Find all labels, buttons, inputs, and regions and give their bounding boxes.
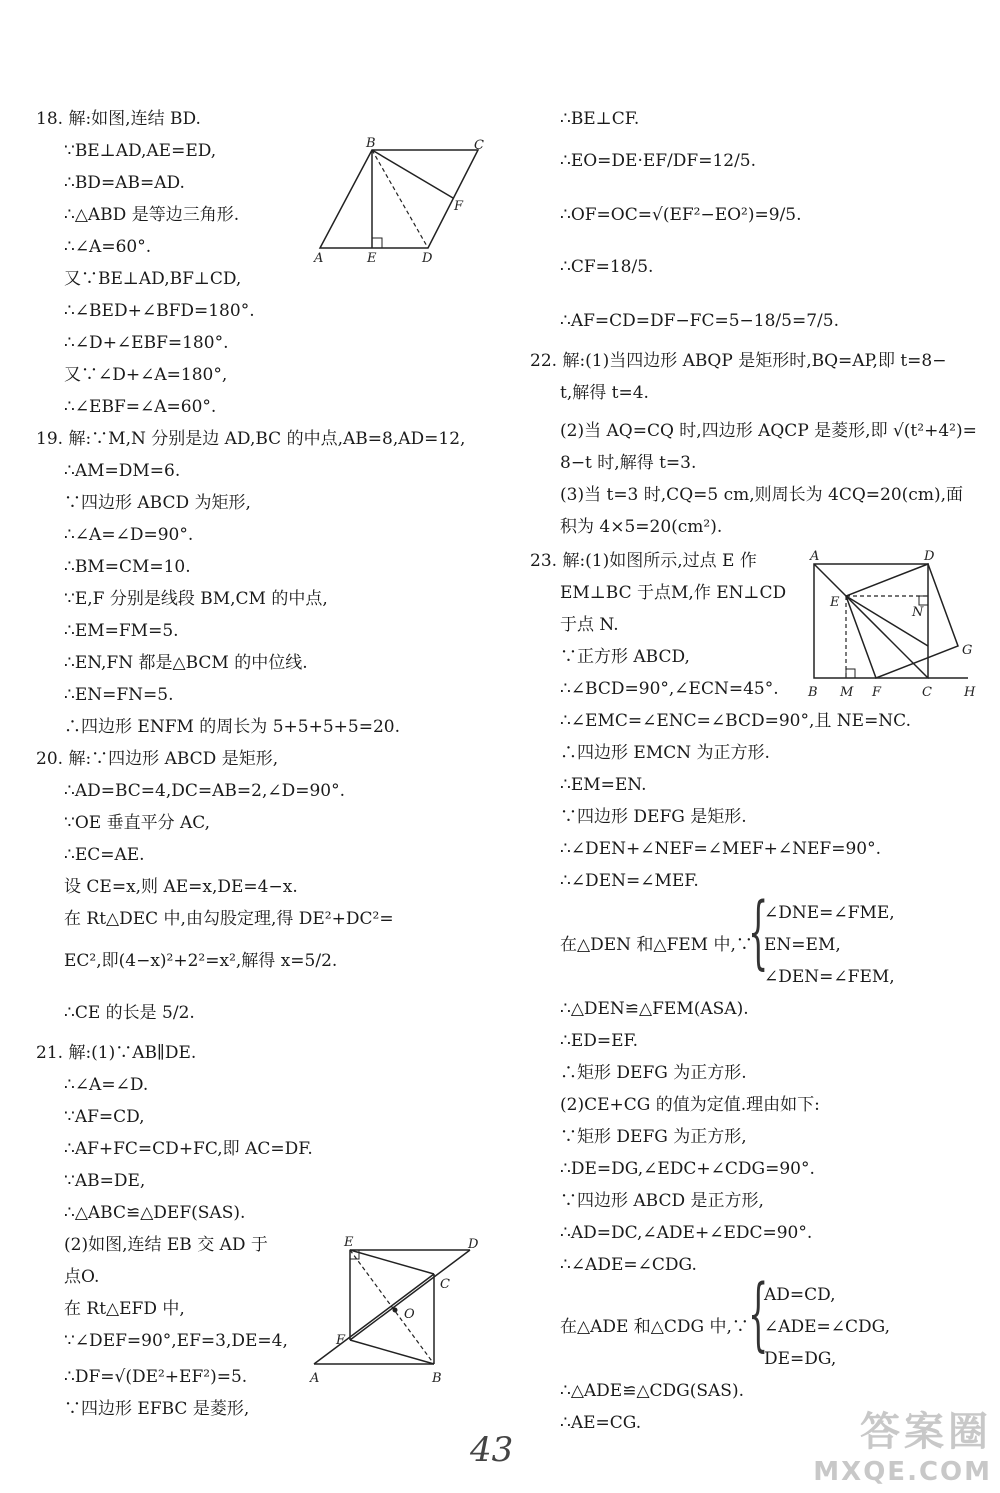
solution-line: 19. 解:∵M,N 分别是边 AD,BC 的中点,AB=8,AD=12, — [36, 429, 466, 449]
solution-line: ∵四边形 ABCD 为矩形, — [64, 493, 251, 513]
solution-line: ∴四边形 ENFM 的周长为 5+5+5+5=20. — [64, 717, 400, 737]
solution-line: ∴CF=18/5. — [560, 257, 654, 277]
solution-line: (2)如图,连结 EB 交 AD 于 — [64, 1235, 268, 1255]
fig21-label-E: E — [344, 1235, 354, 1250]
solution-line: ∠ADE=∠CDG, — [764, 1317, 891, 1337]
solution-line: ∴AD=BC=4,DC=AB=2,∠D=90°. — [64, 781, 346, 801]
fig18-label-E: E — [367, 251, 377, 266]
solution-line: ∴AF+FC=CD+FC,即 AC=DF. — [64, 1139, 313, 1159]
solution-line: ∴∠BED+∠BFD=180°. — [64, 301, 255, 321]
solution-line: ∵矩形 DEFG 为正方形, — [560, 1127, 747, 1147]
solution-line: ∵AF=CD, — [64, 1107, 145, 1127]
solution-line: ∴△DEN≌△FEM(ASA). — [560, 999, 749, 1019]
solution-line: 在 Rt△EFD 中, — [64, 1299, 185, 1319]
fig18-label-A: A — [314, 251, 324, 266]
solution-line: 在△ADE 和△CDG 中,∵ — [560, 1317, 749, 1337]
solution-line: t,解得 t=4. — [560, 383, 649, 403]
solution-line: ∴AM=DM=6. — [64, 461, 181, 481]
solution-line: ∴EO=DE·EF/DF=12/5. — [560, 151, 757, 171]
solution-line: 20. 解:∵四边形 ABCD 是矩形, — [36, 749, 279, 769]
solution-line: EC²,即(4−x)²+2²=x²,解得 x=5/2. — [64, 951, 338, 971]
solution-line: 积为 4×5=20(cm²). — [560, 517, 723, 537]
fig21-label-A: A — [310, 1371, 320, 1386]
solution-line: ∴BE⊥CF. — [560, 109, 640, 129]
solution-line: ∴∠A=∠D=90°. — [64, 525, 194, 545]
solution-line: 18. 解:如图,连结 BD. — [36, 109, 201, 129]
solution-line: ∴EC=AE. — [64, 845, 145, 865]
solution-line: ∵四边形 DEFG 是矩形. — [560, 807, 747, 827]
solution-line: EM⊥BC 于点M,作 EN⊥CD — [560, 583, 787, 603]
fig21-label-B: B — [432, 1371, 442, 1386]
solution-line: ∴EM=FM=5. — [64, 621, 179, 641]
solution-line: 在△DEN 和△FEM 中,∵ — [560, 935, 753, 955]
solution-line: ∴∠DEN+∠NEF=∠MEF+∠NEF=90°. — [560, 839, 881, 859]
solution-line: ∴AD=DC,∠ADE+∠EDC=90°. — [560, 1223, 813, 1243]
solution-line: 22. 解:(1)当四边形 ABQP 是矩形时,BQ=AP,即 t=8− — [530, 351, 947, 371]
solution-line: ∴∠EBF=∠A=60°. — [64, 397, 217, 417]
brace-23-2: { — [748, 1267, 769, 1360]
solution-line: ∵四边形 ABCD 是正方形, — [560, 1191, 764, 1211]
fig23-label-C: C — [922, 685, 932, 700]
fig23-label-H: H — [964, 685, 976, 700]
fig23-label-N: N — [912, 605, 924, 620]
solution-line: ∠DEN=∠FEM, — [764, 967, 895, 987]
fig21-label-D: D — [468, 1237, 479, 1252]
fig18-label-B: B — [366, 136, 376, 151]
fig23-label-F: F — [872, 685, 882, 700]
solution-line: ∴∠A=60°. — [64, 237, 152, 257]
solution-line: ∴EM=EN. — [560, 775, 647, 795]
figure-21 — [310, 1236, 500, 1386]
watermark-logo-text: 答案圈 — [860, 1409, 992, 1455]
solution-line: AD=CD, — [764, 1285, 836, 1305]
solution-line: ∴BM=CM=10. — [64, 557, 191, 577]
solution-line: ∵E,F 分别是线段 BM,CM 的中点, — [64, 589, 328, 609]
solution-line: ∴△ADE≌△CDG(SAS). — [560, 1381, 744, 1401]
solution-line: ∴△ABD 是等边三角形. — [64, 205, 240, 225]
solution-line: ∴∠EMC=∠ENC=∠BCD=90°,且 NE=NC. — [560, 711, 911, 731]
solution-line: ∴∠ADE=∠CDG. — [560, 1255, 697, 1275]
page-number: 43 — [470, 1430, 514, 1470]
solution-line: ∵BE⊥AD,AE=ED, — [64, 141, 217, 161]
solution-line: ∴四边形 EMCN 为正方形. — [560, 743, 770, 763]
fig23-label-B: B — [808, 685, 818, 700]
solution-line: ∵AB=DE, — [64, 1171, 146, 1191]
fig21-label-F: F — [336, 1333, 346, 1348]
solution-line: ∴∠A=∠D. — [64, 1075, 149, 1095]
solution-line: 点O. — [64, 1267, 100, 1287]
figure-18 — [310, 138, 510, 278]
solution-line: (3)当 t=3 时,CQ=5 cm,则周长为 4CQ=20(cm),面 — [560, 485, 963, 505]
solution-line: ∴EN=FN=5. — [64, 685, 174, 705]
fig23-label-M: M — [840, 685, 854, 700]
fig21-label-C: C — [440, 1277, 450, 1292]
solution-line: ∵OE 垂直平分 AC, — [64, 813, 211, 833]
solution-line: ∴EN,FN 都是△BCM 的中位线. — [64, 653, 308, 673]
solution-line: ∵∠DEF=90°,EF=3,DE=4, — [64, 1331, 288, 1351]
fig23-label-E: E — [830, 595, 840, 610]
figure-23 — [800, 548, 980, 708]
solution-line: ∴AF=CD=DF−FC=5−18/5=7/5. — [560, 311, 839, 331]
solution-line: ∵正方形 ABCD, — [560, 647, 690, 667]
solution-line: 21. 解:(1)∵AB∥DE. — [36, 1043, 197, 1063]
solution-line: ∴BD=AB=AD. — [64, 173, 185, 193]
solution-line: ∴△ABC≌△DEF(SAS). — [64, 1203, 246, 1223]
solution-line: ∵四边形 EFBC 是菱形, — [64, 1399, 250, 1419]
solution-line: ∴矩形 DEFG 为正方形. — [560, 1063, 747, 1083]
fig18-label-C: C — [474, 138, 484, 153]
solution-line: ∴∠DEN=∠MEF. — [560, 871, 699, 891]
solution-line: 在 Rt△DEC 中,由勾股定理,得 DE²+DC²= — [64, 909, 394, 929]
solution-line: 8−t 时,解得 t=3. — [560, 453, 697, 473]
solution-line: 23. 解:(1)如图所示,过点 E 作 — [530, 551, 757, 571]
solution-line: ∴CE 的长是 5/2. — [64, 1003, 195, 1023]
solution-line: EN=EM, — [764, 935, 841, 955]
solution-line: ∴ED=EF. — [560, 1031, 639, 1051]
solution-line: 于点 N. — [560, 615, 619, 635]
brace-23-1: { — [748, 885, 769, 978]
fig18-label-F: F — [454, 199, 464, 214]
solution-line: 设 CE=x,则 AE=x,DE=4−x. — [64, 877, 298, 897]
solution-line: 又∵∠D+∠A=180°, — [64, 365, 228, 385]
fig23-label-G: G — [962, 643, 973, 658]
solution-line: ∴∠D+∠EBF=180°. — [64, 333, 229, 353]
solution-line: (2)CE+CG 的值为定值.理由如下: — [560, 1095, 820, 1115]
fig21-label-O: O — [404, 1307, 415, 1322]
solution-line: 又∵BE⊥AD,BF⊥CD, — [64, 269, 242, 289]
fig18-label-D: D — [422, 251, 433, 266]
solution-line: DE=DG, — [764, 1349, 837, 1369]
solution-line: (2)当 AQ=CQ 时,四边形 AQCP 是菱形,即 √(t²+4²)= — [560, 421, 977, 441]
solution-line: ∴DF=√(DE²+EF²)=5. — [64, 1367, 248, 1387]
watermark — [813, 1400, 992, 1487]
solution-line: ∠DNE=∠FME, — [764, 903, 895, 923]
watermark-url: MXQE.COM — [813, 1457, 992, 1487]
solution-line: ∴∠BCD=90°,∠ECN=45°. — [560, 679, 779, 699]
fig23-label-D: D — [924, 549, 935, 564]
solution-line: ∴AE=CG. — [560, 1413, 642, 1433]
solution-line: ∴OF=OC=√(EF²−EO²)=9/5. — [560, 205, 802, 225]
solution-line: ∴DE=DG,∠EDC+∠CDG=90°. — [560, 1159, 815, 1179]
fig23-label-A: A — [810, 549, 820, 564]
